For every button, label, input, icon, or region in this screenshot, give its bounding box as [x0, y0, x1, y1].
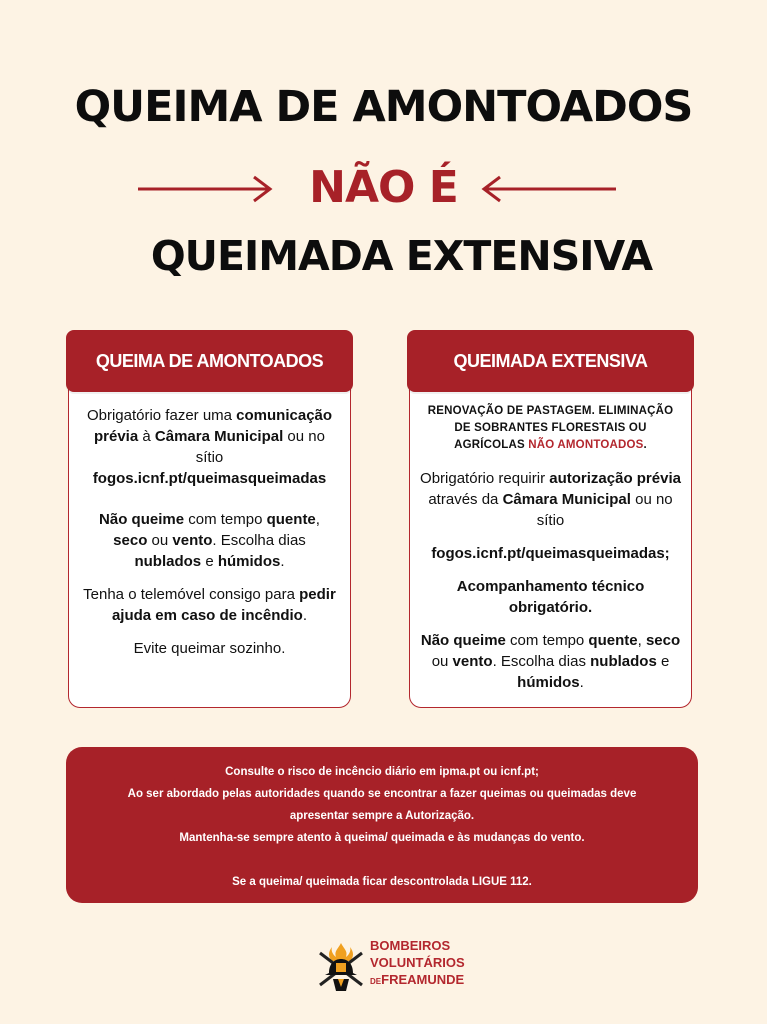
- card-left-url: fogos.icnf.pt/queimasqueimadas: [92, 470, 327, 487]
- main-title-line1: QUEIMA DE AMONTOADOS: [74, 82, 693, 132]
- notice-line-3: Mantenha-se sempre atento à queima/ queimada e às mudanças do vento.: [179, 832, 585, 844]
- card-right-header: QUEIMADA EXTENSIVA: [407, 330, 694, 392]
- card-queimada-extensiva: [409, 330, 692, 708]
- card-left-paragraph-4: Evite queimar sozinho.: [133, 640, 286, 657]
- card-right-body: [420, 403, 681, 705]
- bombeiros-logo: [316, 935, 465, 1001]
- card-right-url: fogos.icnf.pt/queimasqueimadas;: [431, 545, 670, 562]
- notice-line-4: Se a queima/ queimada ficar descontrolada LIGUE 112.: [232, 876, 532, 888]
- card-left-body: [83, 405, 336, 671]
- logo-text: BOMBEIROS VOLUNTÁRIOS DEFREAMUNDE: [370, 938, 465, 987]
- main-title-line3: QUEIMADA EXTENSIVA: [150, 232, 653, 280]
- title-middle-row: [0, 160, 767, 220]
- card-left-paragraph-3: Tenha o telemóvel consigo para pedir ajuda em caso de incêndio.: [83, 586, 336, 624]
- card-right-paragraph-5: Não queime com tempo quente, seco ou vento. Escolha dias nublados e húmidos.: [420, 632, 681, 691]
- notice-box: [66, 747, 698, 903]
- card-left-paragraph-1: Obrigatório fazer uma comunicação prévia à Câmara Municipal ou no sítio fogos.icnf.pt/queimasqueimadas: [86, 407, 333, 487]
- card-right-paragraph-4: Acompanhamento técnico obrigatório.: [456, 578, 645, 616]
- card-right-paragraph-1: RENOVAÇÃO DE PASTAGEM. ELIMINAÇÃO DE SOBRANTES FLORESTAIS OU AGRÍCOLAS NÃO AMONTOADOS.: [427, 405, 674, 451]
- card-left-paragraph-2: Não queime com tempo quente, seco ou vento. Escolha dias nublados e húmidos.: [99, 511, 320, 570]
- firefighter-helmet-icon: [316, 941, 366, 993]
- arrow-left-icon: [478, 174, 618, 204]
- main-title-line2: NÃO É: [309, 162, 458, 213]
- card-left-header: QUEIMA DE AMONTOADOS: [66, 330, 353, 392]
- card-queima-amontoados: [68, 330, 351, 708]
- card-right-paragraph-2: Obrigatório requirir autorização prévia através da Câmara Municipal ou no sítio: [420, 470, 681, 529]
- notice-line-1: Consulte o risco de incêncio diário em ipma.pt ou icnf.pt;: [225, 766, 539, 778]
- notice-line-2: Ao ser abordado pelas autoridades quando se encontrar a fazer queimas ou queimadas deve apresentar sempre a Autorização.: [127, 788, 637, 822]
